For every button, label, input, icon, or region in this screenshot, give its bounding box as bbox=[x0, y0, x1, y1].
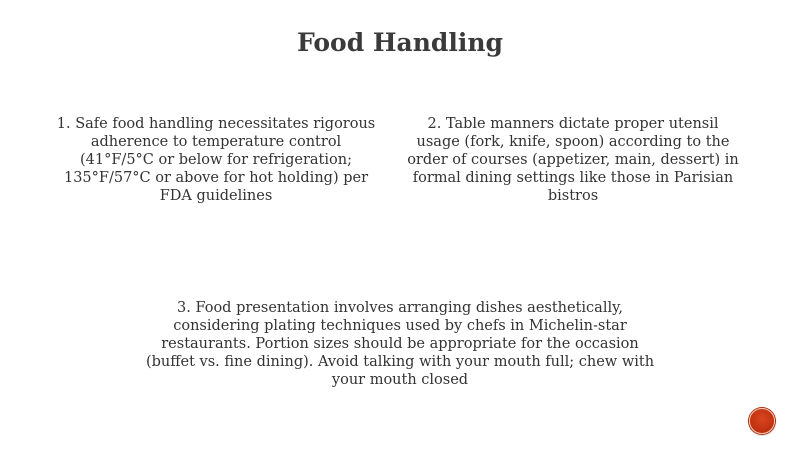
circle-button-icon[interactable] bbox=[749, 408, 775, 434]
point-1-text: 1. Safe food handling necessitates rigorous adherence to temperature control (41°F/5°C or below for refrigeration; 135°F/57°C or above for hot holding) per FDA guidelines bbox=[56, 116, 376, 204]
point-3-text: 3. Food presentation involves arranging dishes aesthetically, considering plating techniques used by chefs in Michelin-star restaurants. Portion sizes should be appropriate for the occasion (buffet vs. fine dining). Avoid talking with your mouth full; chew with your mouth closed bbox=[145, 300, 655, 388]
slide-title: Food Handling bbox=[296, 28, 504, 57]
point-2-text: 2. Table manners dictate proper utensil usage (fork, knife, spoon) according to the order of courses (appetizer, main, dessert) in formal dining settings like those in Parisian bistros bbox=[407, 116, 739, 204]
